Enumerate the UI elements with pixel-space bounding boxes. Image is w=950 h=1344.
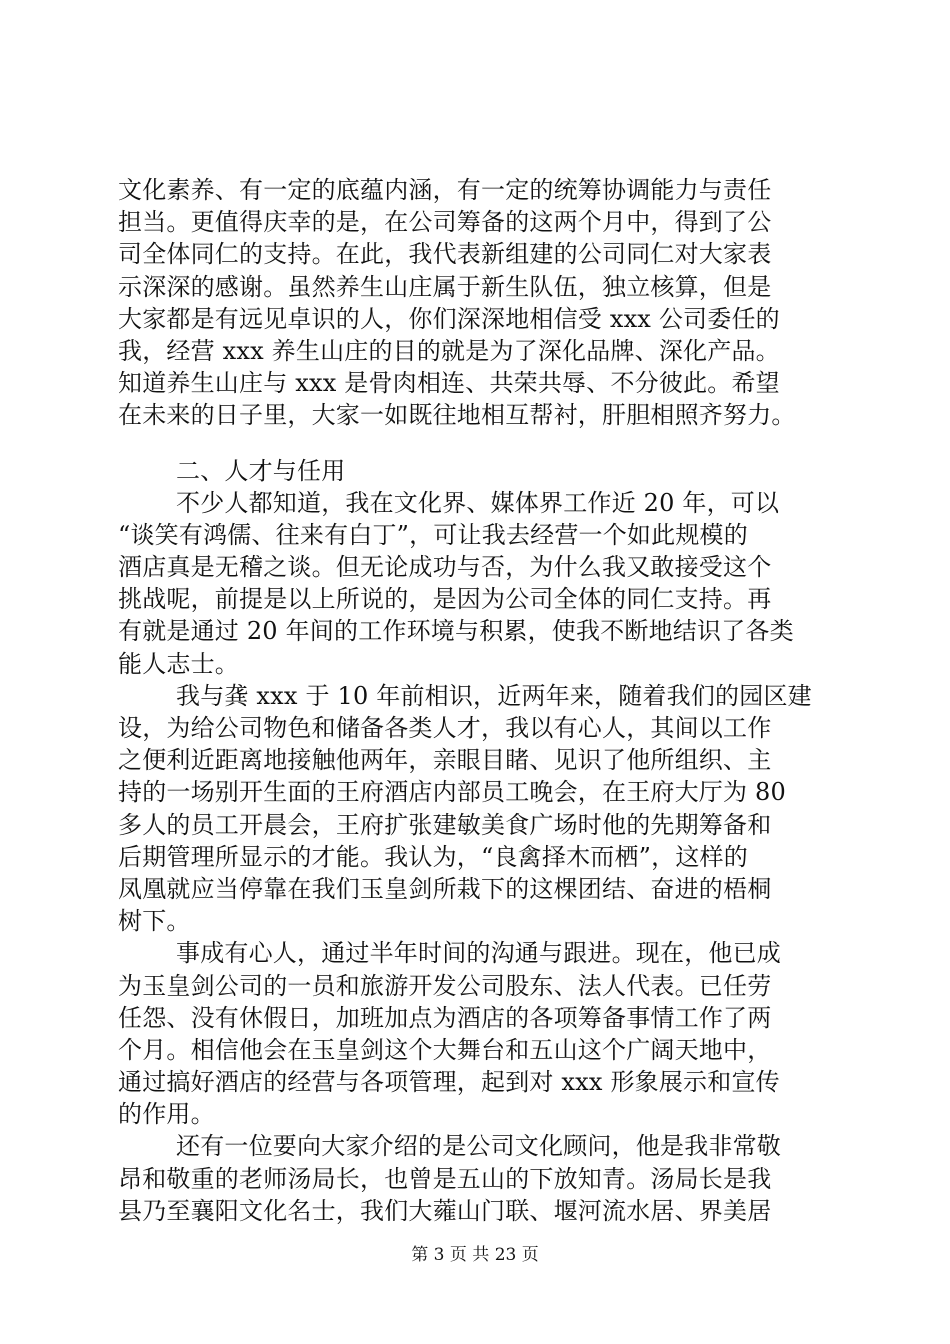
text-line: 后期管理所显示的才能。我认为，“良禽择木而栖”，这样的 [118, 842, 748, 871]
text-line: 司全体同仁的支持。在此，我代表新组建的公司同仁对大家表 [118, 240, 772, 269]
text-line: 酒店真是无稽之谈。但无论成功与否，为什么我又敢接受这个 [118, 553, 772, 582]
text-line: 昂和敬重的老师汤局长，也曾是五山的下放知青。汤局长是我 [118, 1164, 772, 1193]
paragraph-gap [118, 432, 858, 455]
text-line: 为玉皇剑公司的一员和旅游开发公司股东、法人代表。已任劳 [118, 971, 772, 1000]
document-body [118, 174, 858, 1227]
text-line: 通过搞好酒店的经营与各项管理，起到对 xxx 形象展示和宣传 [118, 1068, 780, 1097]
text-line: 知道养生山庄与 xxx 是骨肉相连、共荣共辱、不分彼此。希望 [118, 369, 780, 398]
paragraph-3 [118, 680, 858, 938]
text-line: 设，为给公司物色和储备各类人才，我以有心人，其间以工作 [118, 714, 772, 742]
text-line: 持的一场别开生面的王府酒店内部员工晚会，在王府大厅为 80 [118, 778, 786, 807]
text-line: 挑战呢，前提是以上所说的，是因为公司全体的同仁支持。再 [118, 585, 772, 614]
paragraph-4 [118, 937, 858, 1130]
text-line: 任怨、没有休假日，加班加点为酒店的各项筹备事情工作了两 [118, 1003, 772, 1032]
text-line: 县乃至襄阳文化名士，我们大蕹山门联、堰河流水居、界美居 [118, 1196, 772, 1225]
text-line: 不少人都知道，我在文化界、媒体界工作近 20 年，可以 [176, 488, 780, 517]
text-line: 能人志士。 [118, 649, 239, 678]
text-line: 之便利近距离地接触他两年，亲眼目睹、见识了他所组织、主 [118, 746, 772, 775]
paragraph-5 [118, 1130, 858, 1227]
text-line: 有就是通过 20 年间的工作环境与积累，使我不断地结识了各类 [118, 617, 794, 646]
text-line: 凤凰就应当停靠在我们玉皇剑所栽下的这棵团结、奋进的梧桐 [118, 874, 772, 903]
text-line: 事成有心人，通过半年时间的沟通与跟进。现在，他已成 [176, 939, 781, 968]
page-number-footer: 第 3 页 共 23 页 [411, 1245, 539, 1265]
text-line: 我与龚 xxx 于 10 年前相识，近两年来，随着我们的园区建 [176, 681, 812, 710]
text-line: 文化素养、有一定的底蕴内涵，有一定的统筹协调能力与责任 [118, 176, 772, 204]
text-line: 还有一位要向大家介绍的是公司文化顾问，他是我非常敬 [176, 1132, 781, 1161]
text-line: 树下。 [118, 907, 191, 936]
text-line: 大家都是有远见卓识的人，你们深深地相信受 xxx 公司委任的 [118, 304, 780, 333]
text-line: 在未来的日子里，大家一如既往地相互帮衬，肝胆相照齐努力。 [118, 401, 796, 430]
paragraph-1 [118, 174, 858, 432]
text-line: 示深深的感谢。虽然养生山庄属于新生队伍，独立核算，但是 [118, 272, 772, 301]
text-line: 个月。相信他会在玉皇剑这个大舞台和五山这个广阔天地中， [118, 1035, 772, 1064]
text-line: 我，经营 xxx 养生山庄的目的就是为了深化品牌、深化产品。 [118, 336, 780, 365]
text-line: 担当。更值得庆幸的是，在公司筹备的这两个月中，得到了公 [118, 208, 772, 237]
section-heading: 二、人才与任用 [176, 456, 346, 485]
text-line: 多人的员工开晨会，王府扩张建敏美食广场时他的先期筹备和 [118, 810, 772, 839]
text-line: 的作用。 [118, 1100, 215, 1129]
text-line: “谈笑有鸿儒、往来有白丁”，可让我去经营一个如此规模的 [118, 520, 748, 549]
paragraph-2 [118, 487, 858, 680]
